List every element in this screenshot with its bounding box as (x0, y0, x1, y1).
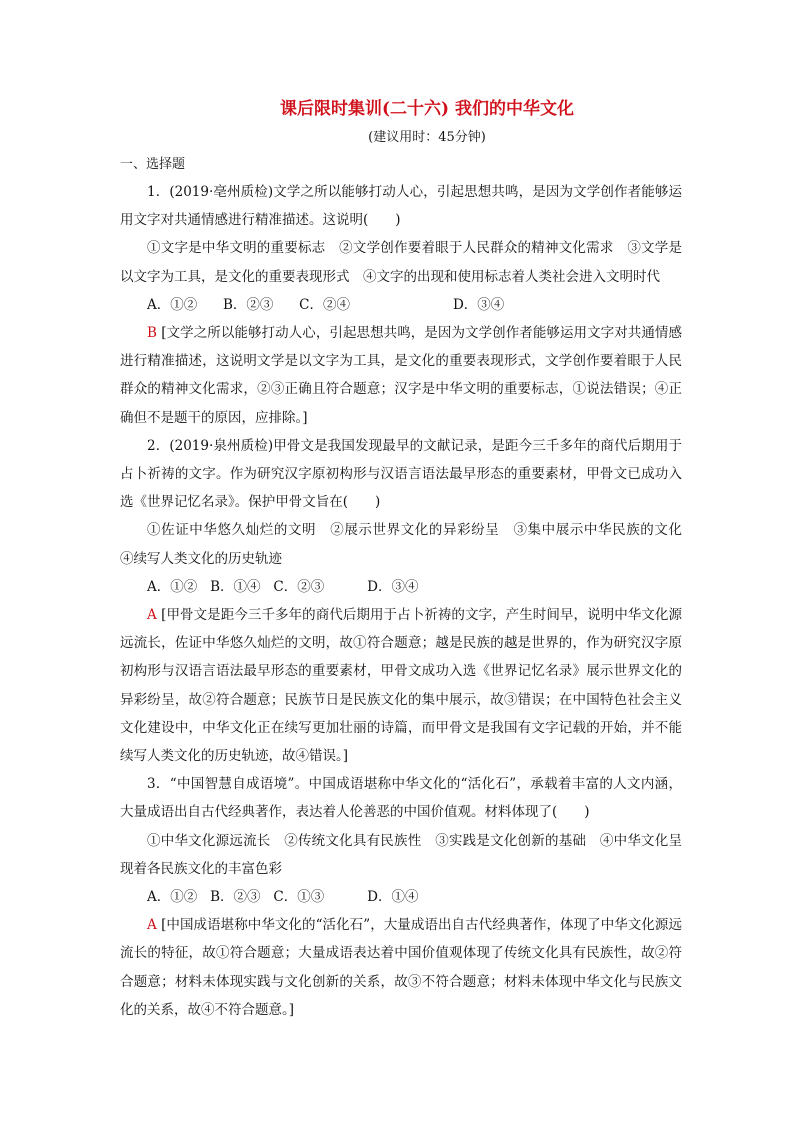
question-statements: ①中华文化源远流长 ②传统文化具有民族性 ③实践是文化创新的基础 ④中华文化呈现着各民族文化的丰富色彩 (120, 832, 682, 877)
answer-block (120, 319, 682, 432)
document-content (120, 96, 696, 1024)
page-subtitle: (建议用时：45分钟) (368, 130, 486, 145)
answer-explanation: [文学之所以能够打动人心，引起思想共鸣，是因为文学创作者能够运用文字对共通情感进行精准描述，这说明文学是以文字为工具，是文化的重要表现形式，文学创作要着眼于人民群众的精神文化需求，②③正确且符合题意；汉字是中华文明的重要标志，①说法错误；④正确但不是题干的原因，应排除。] (120, 325, 682, 426)
answer-letter: A (147, 607, 157, 624)
answer-letter: B (147, 325, 157, 342)
question-1 (120, 178, 682, 432)
answer-block (120, 911, 682, 1024)
section-heading: 一、选择题 (120, 157, 186, 172)
question-stem: 1．(2019·亳州质检)文学之所以能够打动人心，引起思想共鸣，是因为文学创作者能够运用文字对共通情感进行精准描述。这说明( ) (120, 184, 682, 229)
answer-explanation: [中国成语堪称中华文化的“活化石”，大量成语出自古代经典著作，体现了中华文化源远流长的特征，故①符合题意；大量成语表达着中国价值观体现了传统文化具有民族性，故②符合题意；材料未体现实践与文化创新的关系，故③不符合题意；材料未体现中华文化与民族文化的关系，故④不符合题意。] (120, 917, 682, 1018)
question-2 (120, 432, 696, 770)
question-options: A．①② B．②③ C．①③ D．①④ (147, 889, 419, 906)
question-stem: 3．“中国智慧自成语境”。中国成语堪称中华文化的“活化石”，承载着丰富的人文内涵，大量成语出自古代经典著作，表达着人伦善恶的中国价值观。材料体现了( ) (120, 776, 682, 821)
question-statements: ①文字是中华文明的重要标志 ②文学创作要着眼于人民群众的精神文化需求 ③文学是以文字为工具，是文化的重要表现形式 ④文字的出现和使用标志着人类社会进入文明时代 (120, 240, 682, 285)
answer-block (120, 601, 682, 770)
question-options: A．①② B．①④ C．②③ D．③④ (147, 578, 419, 595)
question-stem: 2．(2019·泉州质检)甲骨文是我国发现最早的文献记录，是距今三千多年的商代后期用于占卜祈祷的文字。作为研究汉字原初构形与汉语言语法最早形态的重要素材，甲骨文已成功入选《世界记忆名录》。保护甲骨文旨在( ) (120, 437, 682, 511)
question-statements: ①佐证中华悠久灿烂的文明 ②展示世界文化的异彩纷呈 ③集中展示中华民族的文化 ④续写人类文化的历史轨迹 (120, 522, 696, 567)
page-title: 课后限时集训(二十六) 我们的中华文化 (279, 99, 574, 119)
question-options: A．①② B．②③ C．②④ D．③④ (147, 296, 505, 313)
question-3 (120, 770, 682, 1024)
answer-letter: A (147, 917, 157, 934)
answer-explanation: [甲骨文是距今三千多年的商代后期用于占卜祈祷的文字，产生时间早，说明中华文化源远流长，佐证中华悠久灿烂的文明，故①符合题意；越是民族的越是世界的，作为研究汉字原初构形与汉语言语法最早形态的重要素材，甲骨文成功入选《世界记忆名录》展示世界文化的异彩纷呈，故②符合题意；民族节日是民族文化的集中展示，故③错误；在中国特色社会主义文化建设中，中华文化正在续写更加壮丽的诗篇，而甲骨文是我国有文字记载的开始，并不能续写人类文化的历史轨迹，故④错误。] (120, 607, 682, 765)
